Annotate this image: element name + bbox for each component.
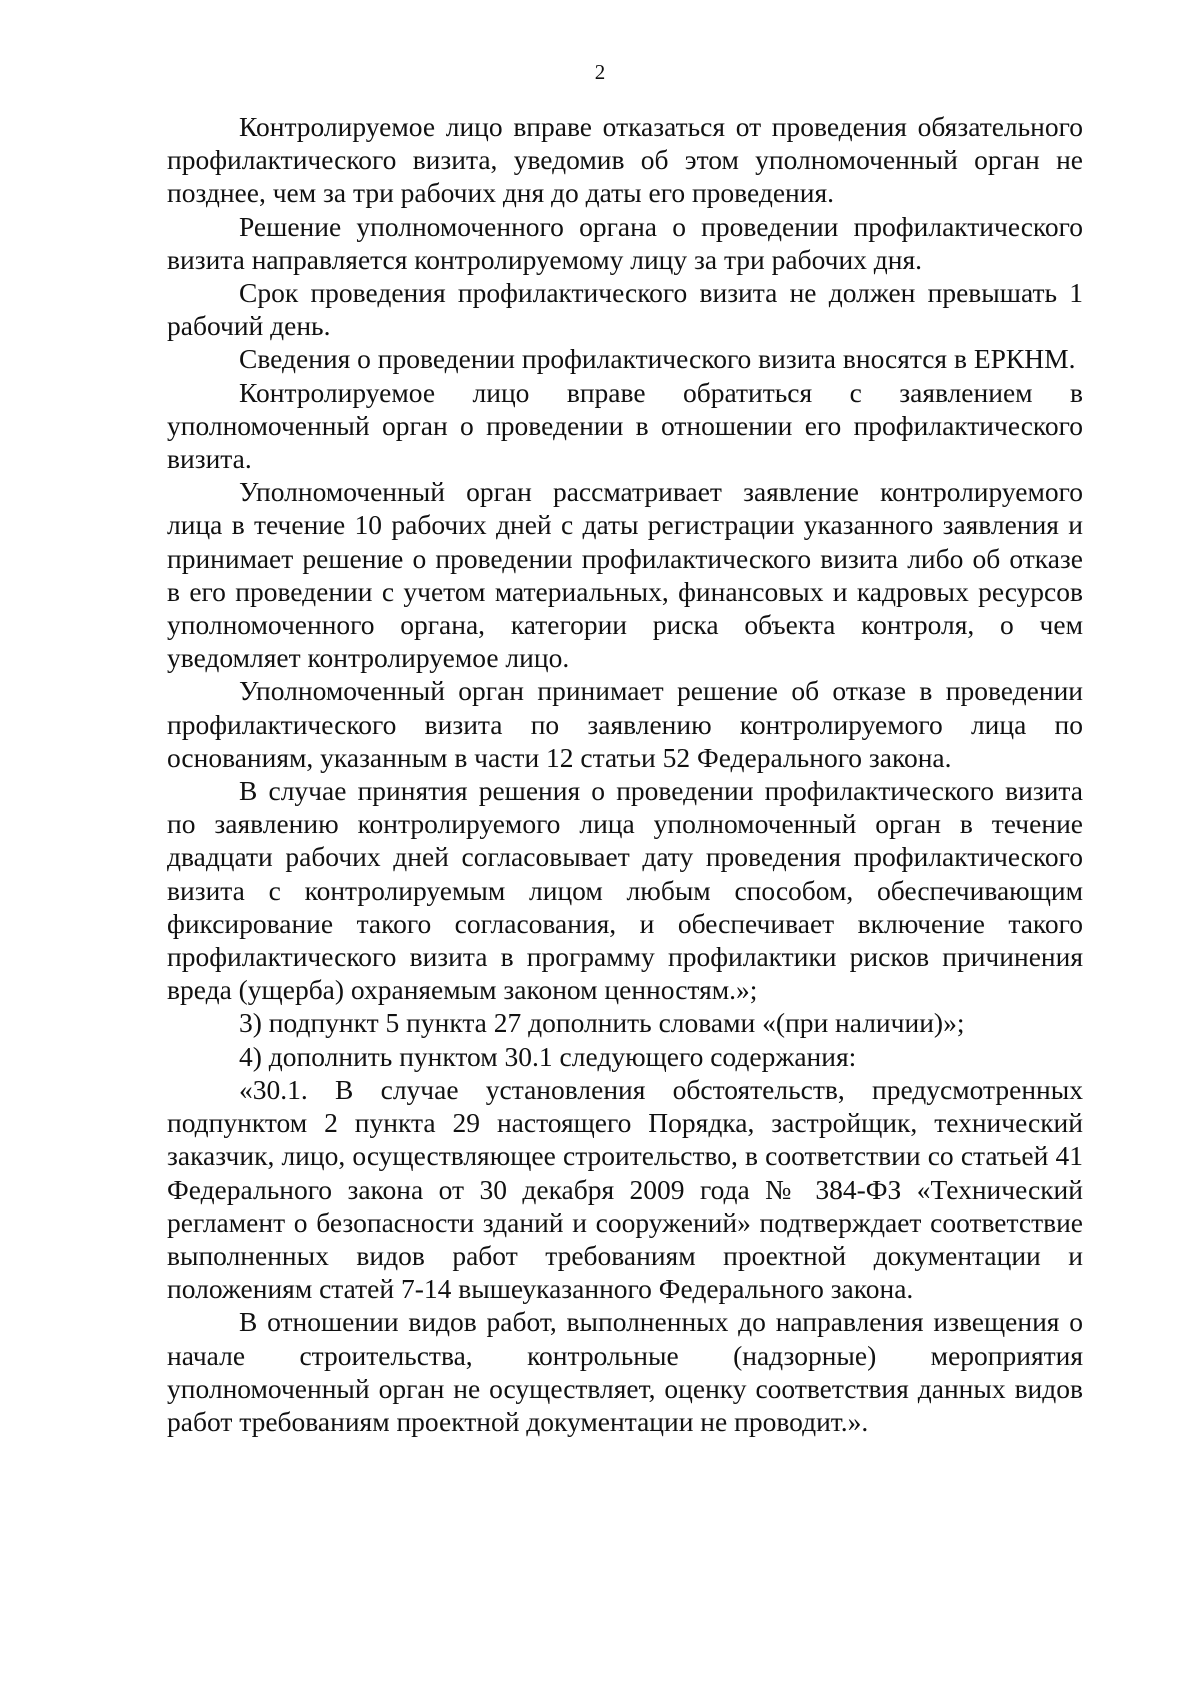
paragraph-visit-duration: Срок проведения профилактического визита не должен превышать 1 рабочий день.: [167, 277, 1083, 342]
paragraph-date-agreement: В случае принятия решения о проведении профилактического визита по заявлению контролируемого лица уполномоченный орган в течение двадцати рабочих дней согласовывает дату проведения профилактического визита с контролируемым лицом любым способом, обеспечивающим фиксирование такого согласования, и обеспечивает включение такого профилактического визита в программу профилактики рисков причинения вреда (ущерба) охраняемым законом ценностям.»;: [167, 775, 1083, 1006]
paragraph-amendment-3: 3) подпункт 5 пункта 27 дополнить словами «(при наличии)»;: [239, 1007, 965, 1039]
paragraph-refusal-grounds: Уполномоченный орган принимает решение об отказе в проведении профилактического визита по заявлению контролируемого лица по основаниям, указанным в части 12 статьи 52 Федерального закона.: [167, 675, 1083, 773]
paragraph-erknm-records: Сведения о проведении профилактического визита вносятся в ЕРКНМ.: [239, 343, 1076, 375]
page-number: 2: [594, 60, 606, 84]
paragraph-refusal-of-visit: Контролируемое лицо вправе отказаться от проведения обязательного профилактического визита, уведомив об этом уполномоченный орган не позднее, чем за три рабочих дня до даты его проведения.: [167, 111, 1083, 209]
paragraph-amendment-4: 4) дополнить пунктом 30.1 следующего содержания:: [239, 1040, 857, 1072]
paragraph-clause-30-1: «30.1. В случае установления обстоятельств, предусмотренных подпунктом 2 пункта 29 настоящего Порядка, застройщик, технический заказчик, лицо, осуществляющее строительство, в соответствии со статьей 41 Федерального закона от 30 декабря 2009 года № 384-ФЗ «Технический регламент о безопасности зданий и сооружений» подтверждает соответствие выполненных видов работ требованиям проектной документации и положениям статей 7-14 вышеуказанного Федерального закона.: [167, 1073, 1083, 1305]
paragraph-application-right: Контролируемое лицо вправе обратиться с заявлением в уполномоченный орган о проведении в отношении его профилактического визита.: [167, 376, 1083, 475]
paragraph-prior-works: В отношении видов работ, выполненных до направления извещения о начале строительства, контрольные (надзорные) мероприятия уполномоченный орган не осуществляет, оценку соответствия данных видов работ требованиям проектной документации не проводит.».: [167, 1306, 1083, 1437]
paragraph-application-review: Уполномоченный орган рассматривает заявление контролируемого лица в течение 10 рабочих дней с даты регистрации указанного заявления и принимает решение о проведении профилактического визита либо об отказе в его проведении с учетом материальных, финансовых и кадровых ресурсов уполномоченного органа, категории риска объекта контроля, о чем уведомляет контролируемое лицо.: [167, 476, 1083, 674]
document-body: [167, 110, 1083, 1438]
paragraph-decision-sent: Решение уполномоченного органа о проведении профилактического визита направляется контролируемому лицу за три рабочих дня.: [167, 210, 1083, 275]
